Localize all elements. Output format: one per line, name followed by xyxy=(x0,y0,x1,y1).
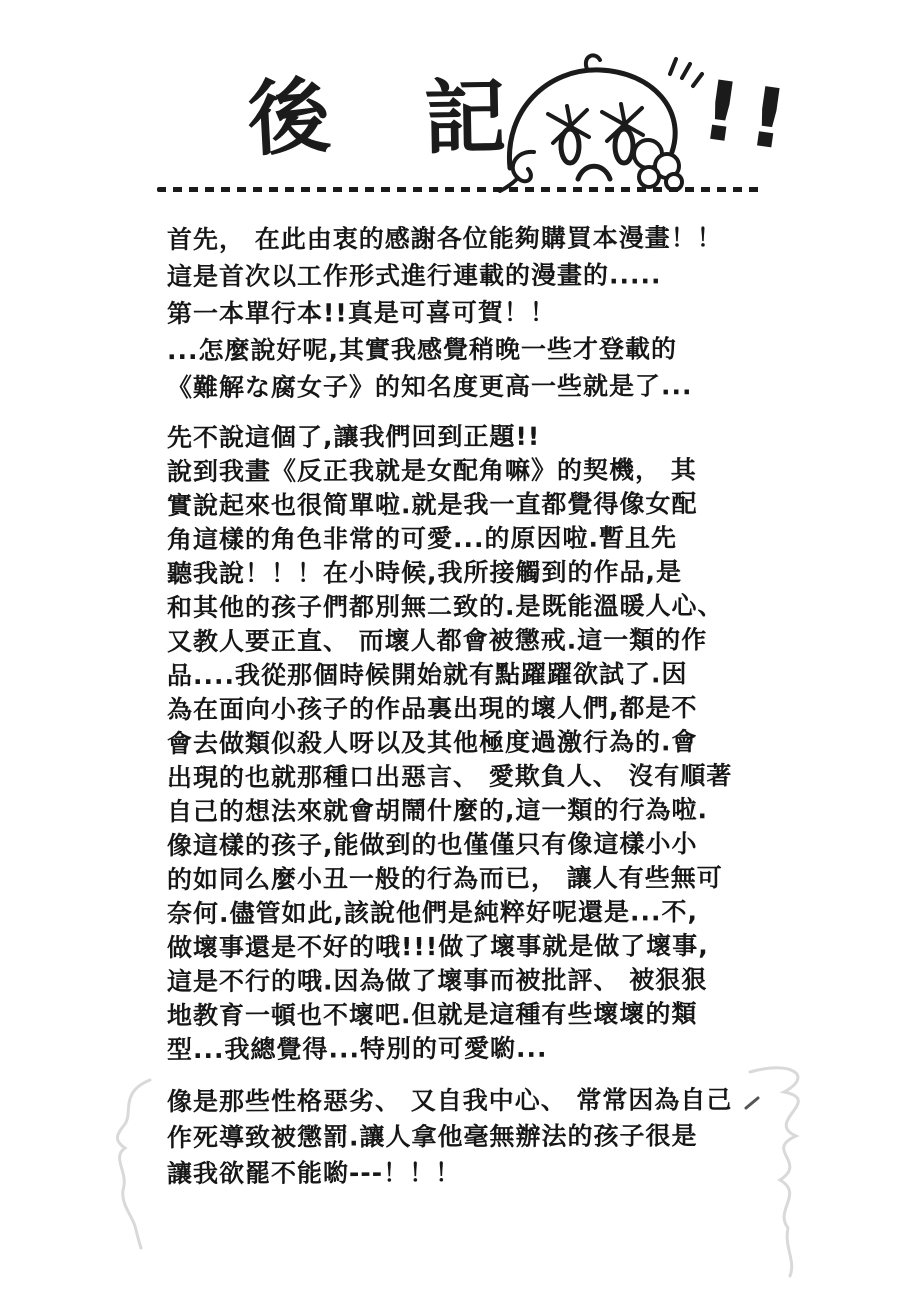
text-line: 又教人要正直、 而壞人都會被懲戒.這一類的作 xyxy=(166,625,708,657)
stray-pen-tick xyxy=(746,1098,758,1108)
text-line: 品....我從那個時候開始就有點躍躍欲試了.因 xyxy=(166,659,688,691)
page-title xyxy=(245,68,507,169)
text-line: 作死導致被懲罰.讓人拿他毫無辦法的孩子很是 xyxy=(166,1121,698,1153)
ahoge-curl xyxy=(586,55,600,69)
paragraph-thanks xyxy=(167,220,782,405)
right-eye xyxy=(615,129,633,163)
sketch-squiggle-right xyxy=(742,1058,872,1296)
text-line: 自己的想法來就會胡鬧什麼的,這一類的行為啦. xyxy=(166,795,709,827)
text-line: 《難解な腐女子》的知名度更高一些就是了... xyxy=(166,371,693,403)
text-line: ...怎麼說好呢,其實我感覺稍晚一些才登載的 xyxy=(166,334,678,366)
text-line: 第一本單行本!!真是可喜可賀！！ xyxy=(166,297,556,329)
text-line: 這是不行的哦.因為做了壞事而被批評、 被狠狠 xyxy=(166,965,708,997)
hair-curl-left xyxy=(500,152,534,191)
text-line: 角這樣的角色非常的可愛...的原因啦.暫且先 xyxy=(166,523,678,555)
text-line: 為在面向小孩子的作品裏出現的壞人們,都是不 xyxy=(166,693,698,725)
text-line: 的如同么麼小丑一般的行為而已， 讓人有些無可 xyxy=(166,863,723,895)
dashed-divider xyxy=(157,187,765,192)
title-char-1: 後 xyxy=(245,68,333,169)
text-line: 實說起來也很简單啦.就是我一直都覺得像女配 xyxy=(166,489,698,521)
sketch-squiggle-left xyxy=(95,1072,165,1262)
crying-chibi-doodle xyxy=(492,48,712,193)
text-line: 會去做類似殺人呀以及其他極度過激行為的.會 xyxy=(166,727,698,759)
text-line: 出現的也就那種口出惡言、 愛欺負人、 沒有順著 xyxy=(166,761,733,793)
left-eye xyxy=(561,129,579,163)
text-line: 像這樣的孩子,能做到的也僅僅只有像這樣小小 xyxy=(166,829,698,861)
text-line: 型...我總覺得...特別的可愛喲... xyxy=(166,1033,548,1065)
text-line: 聽我說！！！在小時候,我所接觸到的作品,是 xyxy=(166,557,683,589)
text-line: 先不說這個了,讓我們回到正題!! xyxy=(166,421,541,453)
text-line: 像是那些性格惡劣、 又自我中心、 常常因為自己 xyxy=(166,1085,733,1117)
text-line: 這是首次以工作形式進行連載的漫畫的..... xyxy=(166,260,662,292)
text-line: 奈何.儘管如此,該說他們是純粹好呢還是...不, xyxy=(166,897,699,929)
mouth xyxy=(578,166,610,179)
text-line: 和其他的孩子們都別無二致的.是既能溫暖人心、 xyxy=(166,591,724,623)
paragraph-closing xyxy=(167,1083,782,1191)
text-line: 說到我畫《反正我就是女配角嘛》的契機， 其 xyxy=(166,455,697,487)
text-line: 首先， 在此由衷的感謝各位能夠購買本漫畫！！ xyxy=(166,223,723,255)
title-char-2: 記 xyxy=(423,70,507,167)
exclamation-marks: !! xyxy=(695,62,804,171)
text-line: 讓我欲罷不能喲---！！！ xyxy=(166,1158,462,1189)
speed-lines-icon xyxy=(670,59,702,86)
text-line: 做壞事還是不好的哦!!!做了壞事就是做了壞事, xyxy=(166,931,709,963)
paragraph-main xyxy=(167,420,782,1066)
text-line: 地教育一頓也不壞吧.但就是這種有些壞壞的類 xyxy=(166,999,698,1031)
